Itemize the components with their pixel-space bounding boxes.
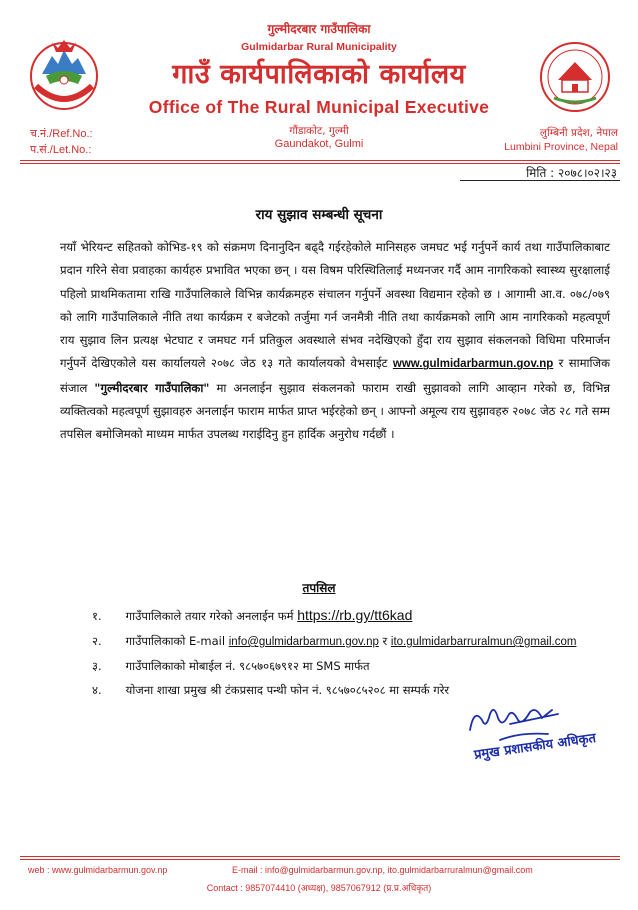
list-item-joiner: र (382, 634, 388, 648)
list-item-text: गाउँपालिकाको मोबाईल नं. ९८५७०६७९१२ मा SMS मार्फत (125, 659, 370, 673)
address-en: Gaundakot, Gulmi (274, 138, 364, 150)
footer-website: web : www.gulmidarbarmun.gov.np (28, 865, 168, 875)
body-text-part-3: मा अनलाईन सुझाव संकलनको फाराम राखी सुझावको लागि आव्हान गरेको छ, विभिन्न व्यक्तित्वको महत्वपूर्ण सुझावहरु अनलाईन फाराम मार्फत प्राप्त भईरहेको छन् । आफ्नो अमूल्य राय सुझावहरु २०७८ जेठ २८ गते सम्म तपसिल बमोजिमको माध्यम मार्फत उपलब्ध गराईदिनु हुन हार्दिक अनुरोध गर्दछौं । (60, 380, 610, 442)
online-form-link[interactable]: https://rb.gy/tt6kad (297, 607, 413, 623)
list-item (92, 607, 632, 624)
municipality-name-np: गुल्मीदरबार गाउँपालिका (267, 22, 371, 36)
letter-no-label: प.सं./Let.No.: (30, 144, 92, 156)
social-page-name: "गुल्मीदरबार गाउँपालिका" (94, 380, 210, 395)
address-np: गौंडाकोट, गुल्मी (289, 125, 349, 137)
list-item-number: ३. (92, 659, 102, 673)
footer-divider (20, 856, 620, 857)
province-en: Lumbini Province, Nepal (504, 141, 618, 153)
footer-email: E-mail : info@gulmidarbarmun.gov.np, ito.gulmidarbarruralmun@gmail.com (232, 865, 533, 875)
list-item (92, 634, 632, 649)
signatory-title: प्रमुख प्रशासकीय अधिकृत (473, 730, 597, 763)
ref-no-label: च.नं./Ref.No.: (30, 128, 93, 140)
list-item-number: २. (92, 634, 102, 648)
office-name-np: गाउँ कार्यपालिकाको कार्यालय (172, 59, 466, 90)
notice-body (60, 236, 610, 447)
annex-heading: तपसिल (302, 581, 336, 595)
date-underline (460, 180, 620, 181)
list-item-text: योजना शाखा प्रमुख श्री टंकप्रसाद पन्थी फोन नं. ९८५७०८५२०८ मा सम्पर्क गरेर (125, 683, 450, 697)
email-link[interactable]: info@gulmidarbarmun.gov.np (228, 636, 379, 648)
list-item (92, 659, 632, 674)
footer-contact: Contact : 9857074410 (अध्यक्ष), 9857067912 (प्र.प्र.अधिकृत) (206, 883, 432, 893)
email-link-2[interactable]: ito.gulmidarbarruralmun@gmail.com (390, 636, 577, 648)
list-item-text: गाउँपालिकाले तयार गरेको अनलाईन फर्म (125, 609, 294, 623)
website-link[interactable]: www.gulmidarbarmun.gov.np (392, 358, 554, 371)
list-item-number: १. (92, 609, 102, 623)
footer-divider (20, 859, 620, 860)
list-item (92, 683, 632, 698)
list-item-number: ४. (92, 683, 102, 697)
list-item-text: गाउँपालिकाको E-mail (125, 634, 226, 648)
province-np: लुम्बिनी प्रदेश, नेपाल (539, 127, 618, 139)
body-text-part-1: नयाँ भेरियन्ट सहितको कोभिड-१९ को संक्रमण दिनानुदिन बढ्दै गईरहेकोले मानिसहरु जमघट भई गर्नुपर्ने कार्य तथा गाउँपालिकाबाट प्रदान गरिने सेवा प्रवाहका कार्यहरु प्रभावित भएका छन् । यस विषम परिस्थितिलाई मध्यनजर गर्दै आम नागरिकको स्वास्थ्य सुरक्षालाई पहिलो प्राथमिकतामा राखि गाउँपालिकाले विभिन्न कार्यक्रमहरु संचालन गर्नुपर्ने अवस्था विद्यमान रहेको छ । आगामी आ.व. ०७८/०७९ को लागि गाउँपालिकाले नीति तथा कार्यक्रम र बजेटको तर्जुमा गर्न जनमैत्री नीति तथा कार्यक्रमको लागि आम नागरिकको महत्वपूर्ण राय सुझाव लिन प्रत्यक्ष भेटघाट र जमघट गर्न प्रतिकुल अवस्थाले संभव नदेखिएको हुँदा राय सुझाव संकलनको विधिमा परिमार्जन गर्नुपर्ने देखिएकोले यस कार्यालयले २०७८ जेठ १३ गते कार्यालयको वेभसाईट (60, 240, 610, 371)
header-divider (20, 160, 620, 161)
date-line: मिति : २०७८।०२।२३ (526, 166, 617, 180)
office-name-en: Office of The Rural Municipal Executive (148, 97, 490, 117)
notice-title: राय सुझाव सम्बन्धी सूचना (255, 207, 383, 223)
municipality-name-en: Gulmidarbar Rural Municipality (241, 41, 397, 53)
body-text-part-2: र सामाजिक संजाल (60, 356, 611, 395)
